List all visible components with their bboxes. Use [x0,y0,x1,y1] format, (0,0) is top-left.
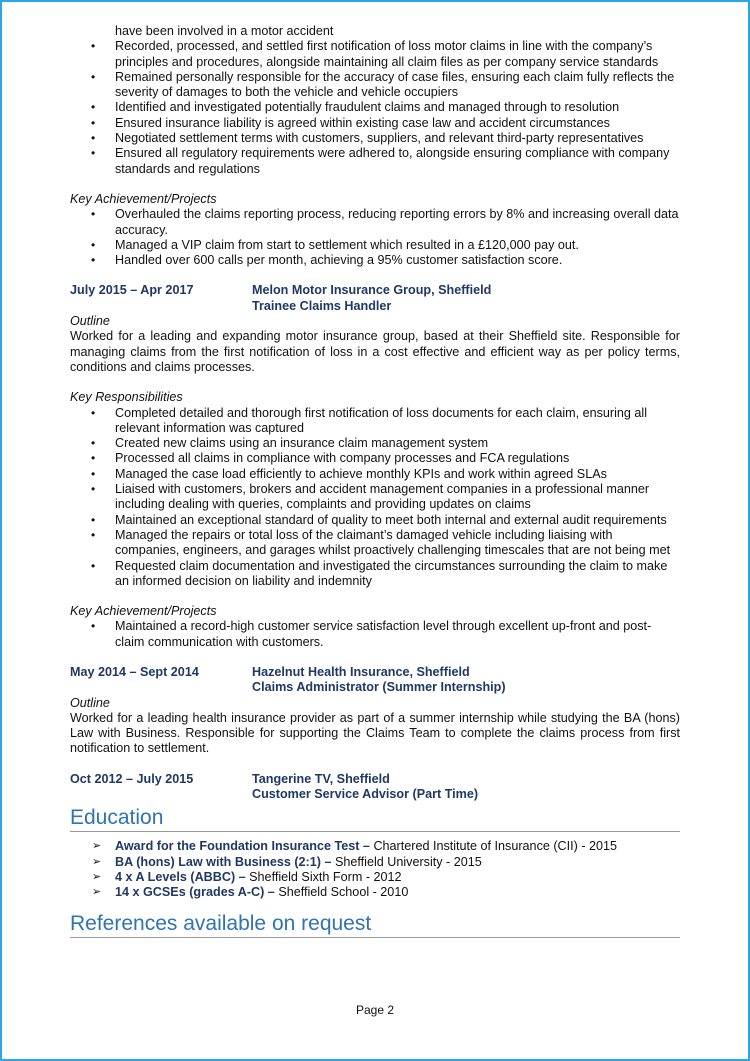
list-item: • Processed all claims in compliance with company processes and FCA regulations [70,451,680,466]
education-separator: – [320,854,335,869]
education-heading: Education [70,806,680,832]
references-heading: References available on request [70,912,680,938]
list-item: • Managed the case load efficiently to achieve monthly KPIs and work within agreed SLAs [70,467,680,482]
list-item [70,839,680,854]
list-item [70,855,680,870]
job2-company: Melon Motor Insurance Group, Sheffield [252,283,492,298]
job3-outline-heading: Outline [70,695,110,710]
job3-dates: May 2014 – Sept 2014 [70,664,199,679]
cv-page-content [70,24,680,938]
list-item: • Ensured all regulatory requirements were adhered to, alongside ensuring compliance with company standards and regulations [70,146,680,177]
education-detail: Sheffield University - 2015 [334,854,482,869]
job3-title: Claims Administrator (Summer Internship) [252,680,506,695]
education-detail: Chartered Institute of Insurance (CII) - 2015 [373,839,618,854]
job2-responsibilities-list [70,406,680,590]
education-separator: – [359,839,374,854]
education-detail: Sheffield School - 2010 [278,885,409,900]
job4-header [70,772,680,803]
education-separator: – [264,885,279,900]
list-item: • Created new claims using an insurance claim management system [70,436,680,451]
list-item [70,870,680,885]
list-item: • Identified and investigated potentially fraudulent claims and managed through to resolution [70,100,680,115]
job3-company: Hazelnut Health Insurance, Sheffield [252,664,470,679]
list-item: • Maintained an exceptional standard of quality to meet both internal and external audit requirements [70,513,680,528]
job2-achievements-heading: Key Achievement/Projects [70,604,217,619]
job2-outline: Worked for a leading and expanding motor insurance group, based at their Sheffield site. Responsible for managing claims from the first notification of loss in a cost effective and efficient way as per policy terms, conditions and claims processes. [70,329,680,374]
job4-dates: Oct 2012 – July 2015 [70,771,194,786]
list-item: • Handled over 600 calls per month, achieving a 95% customer satisfaction score. [70,253,680,268]
list-item: • Managed the repairs or total loss of the claimant’s damaged vehicle including liaising with companies, engineers, and garages whilst proactively challenging timescales that are not being met [70,528,680,559]
list-item: • Managed a VIP claim from start to settlement which resulted in a £120,000 pay out. [70,238,680,253]
list-item: • Ensured insurance liability is agreed within existing case law and accident circumstances [70,116,680,131]
job2-responsibilities-heading: Key Responsibilities [70,390,183,405]
job4-company: Tangerine TV, Sheffield [252,771,390,786]
education-name: BA (hons) Law with Business (2:1) [115,854,321,869]
list-item: • Recorded, processed, and settled first notification of loss motor claims in line with the company’s principles and procedures, alongside maintaining all claim files as per company service standards [70,39,680,70]
job4-title: Customer Service Advisor (Part Time) [252,787,479,802]
list-item: • Overhauled the claims reporting process, reducing reporting errors by 8% and increasing overall data accuracy. [70,207,680,238]
education-list [70,839,680,900]
list-item: • Maintained a record-high customer service satisfaction level through excellent up-front and post-claim communication with customers. [70,619,680,650]
education-name: 14 x GCSEs (grades A-C) [115,885,265,900]
education-name: 4 x A Levels (ABBC) [115,869,236,884]
education-detail: Sheffield Sixth Form - 2012 [249,869,402,884]
job1-achievements-heading: Key Achievement/Projects [70,191,217,206]
list-item: • Requested claim documentation and investigated the circumstances surrounding the claim to make an informed decision on liability and indemnity [70,559,680,590]
job1-responsibilities-list [70,39,680,177]
list-item: • Completed detailed and thorough first notification of loss documents for each claim, ensuring all relevant information was captured [70,406,680,437]
list-item [70,885,680,900]
job3-outline: Worked for a leading health insurance provider as part of a summer internship while studying the BA (hons) Law with Business. Responsible for supporting the Claims Team to complete the claims process from first notification to settlement. [70,710,680,756]
list-item: • Negotiated settlement terms with customers, suppliers, and relevant third-party representatives [70,131,680,146]
page-number: Page 2 [355,1003,395,1017]
education-name: Award for the Foundation Insurance Test [115,839,360,854]
job2-outline-heading: Outline [70,314,110,329]
job2-title: Trainee Claims Handler [252,298,392,313]
intro-fragment: have been involved in a motor accident [115,24,334,38]
job2-achievements-list [70,619,680,650]
job2-dates: July 2015 – Apr 2017 [70,283,194,298]
list-item: • Remained personally responsible for the accuracy of case files, ensuring each claim fully reflects the severity of damages to both the vehicle and vehicle occupiers [70,70,680,101]
list-item: • Liaised with customers, brokers and accident management companies in a professional manner including dealing with queries, complaints and providing updates on claims [70,482,680,513]
job3-header [70,665,680,696]
education-separator: – [235,869,250,884]
job2-header [70,283,680,314]
job1-achievements-list [70,207,680,268]
